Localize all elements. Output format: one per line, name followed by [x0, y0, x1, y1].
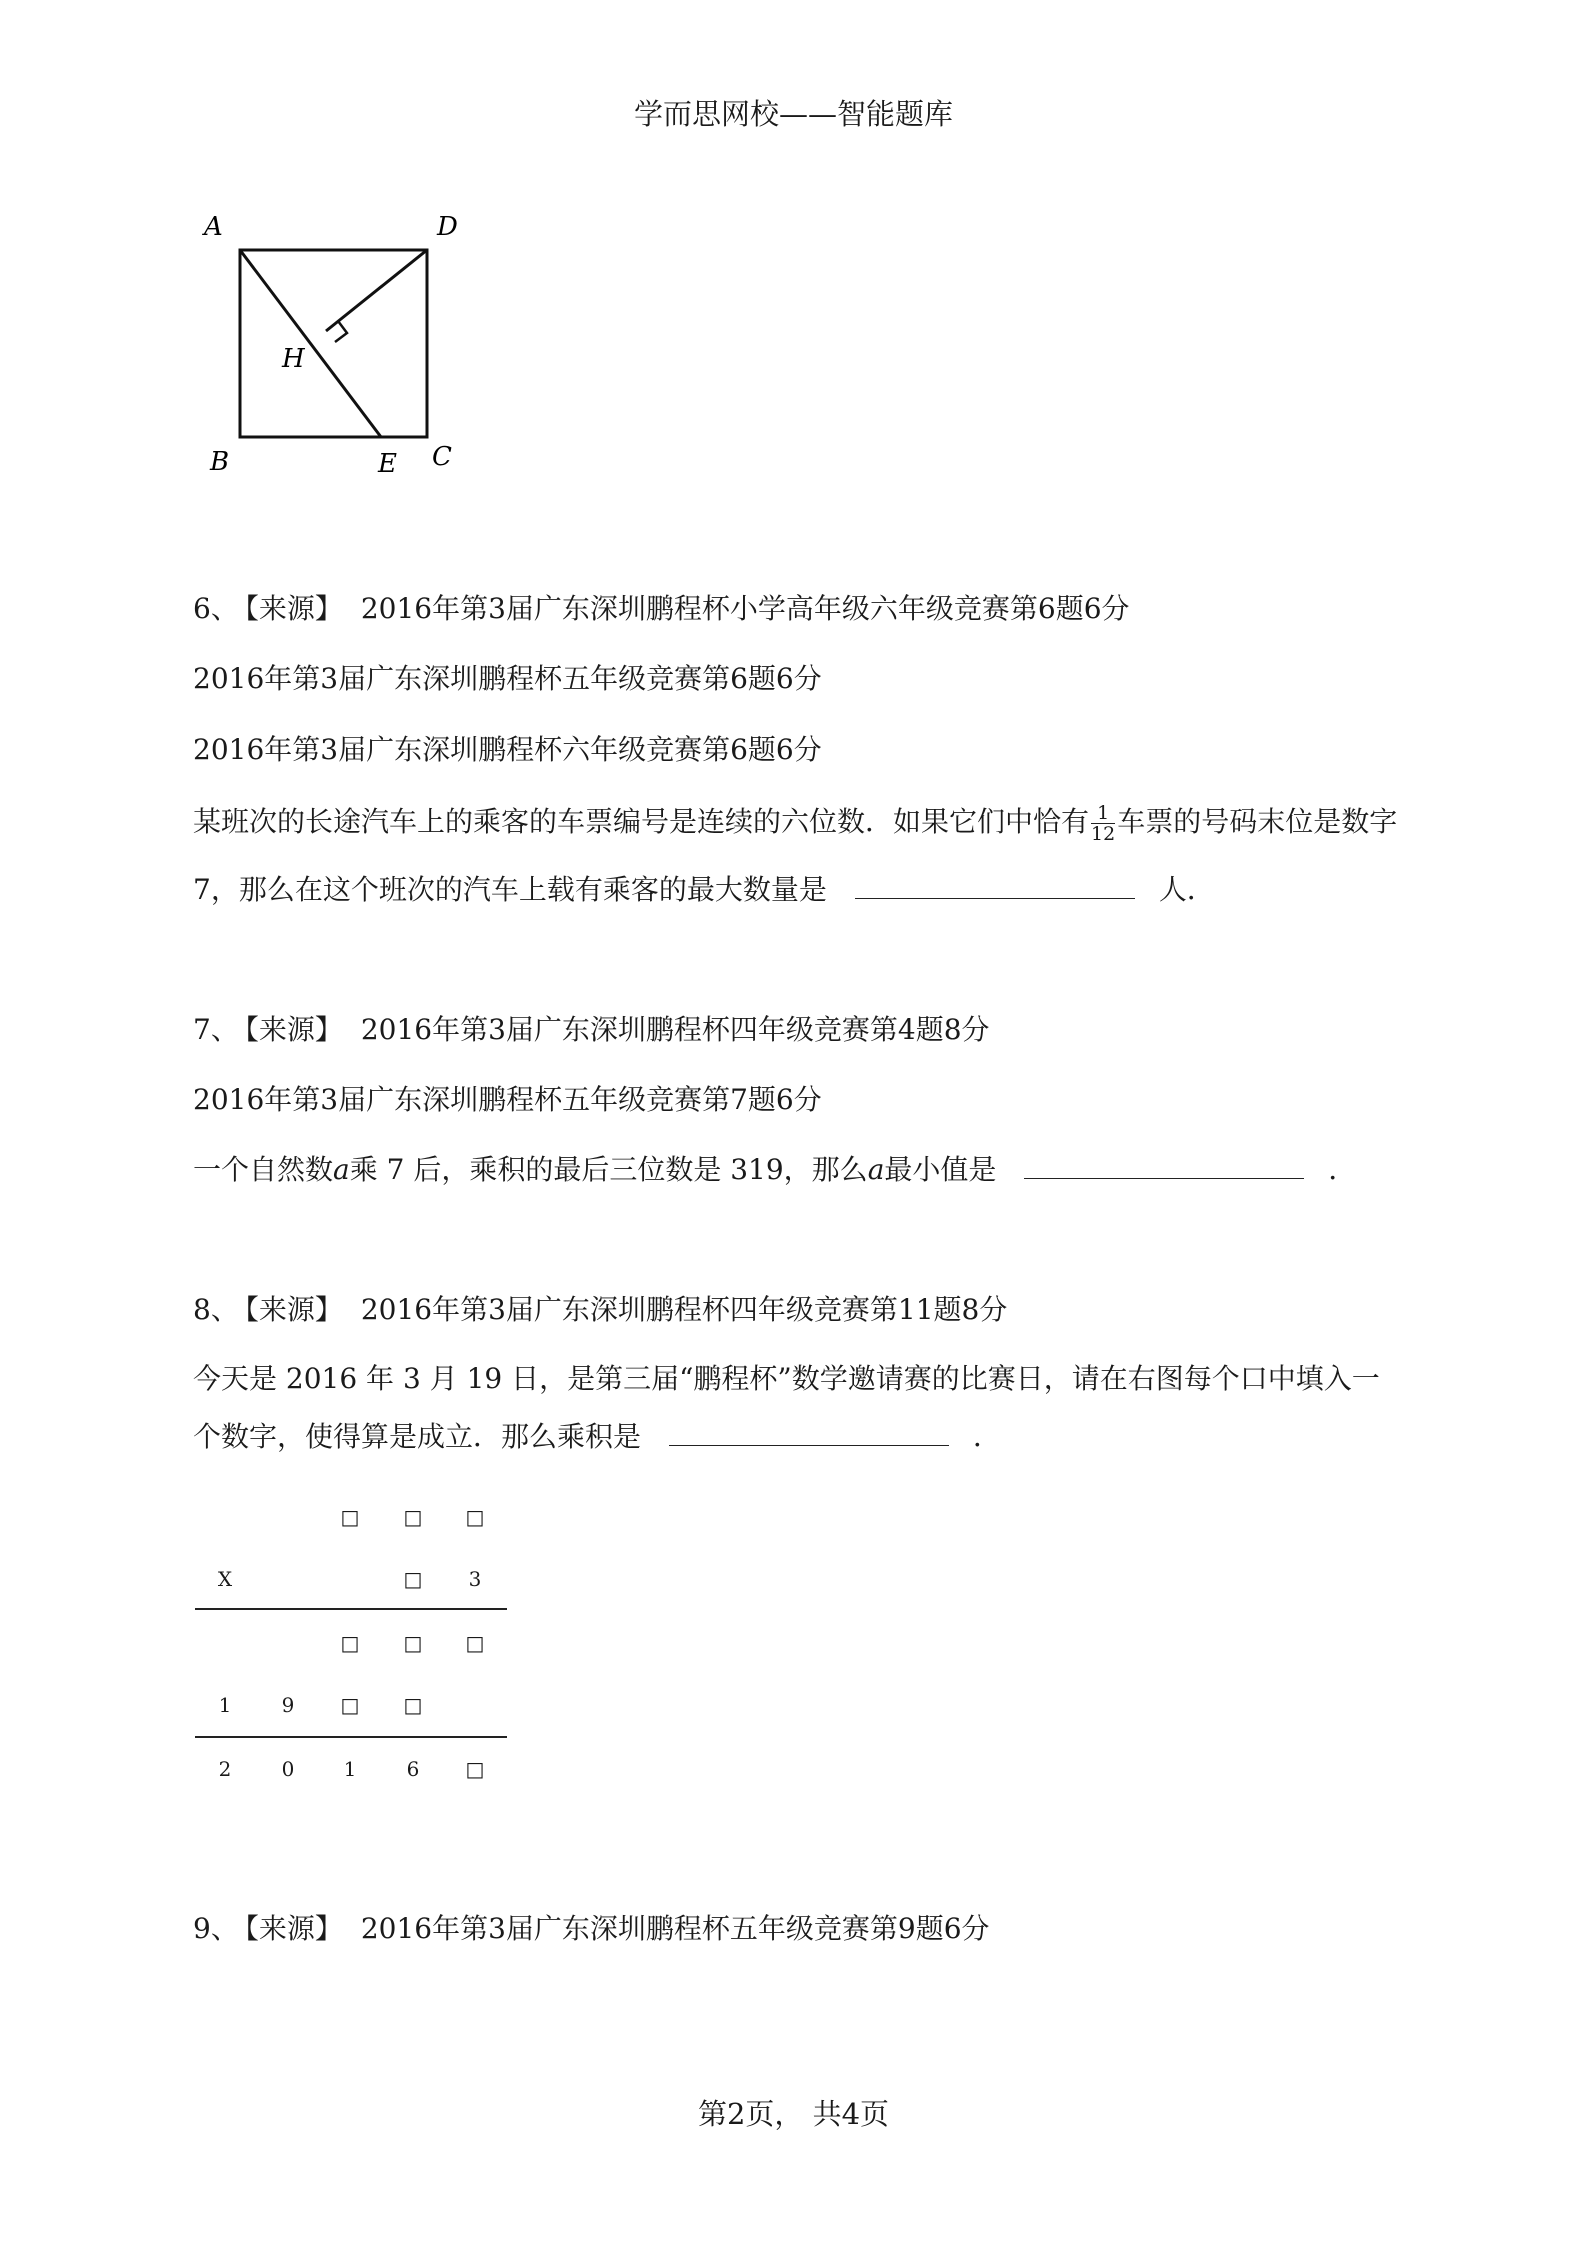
label-c: C [432, 442, 452, 472]
segment-ae [240, 250, 381, 437]
grid-box[interactable]: □ [403, 1505, 423, 1529]
label-a: A [204, 212, 223, 242]
label-e: E [378, 449, 397, 479]
grid-rule-2 [195, 1736, 507, 1738]
grid-box[interactable]: □ [465, 1631, 485, 1655]
q7-answer-blank[interactable] [1024, 1154, 1304, 1179]
q8-source-line-1: 8、 【来源】 2016年第3届广东深圳鹏程杯四年级竞赛第11题8分 [193, 1293, 1008, 1326]
q8-question-line-2: 个数字，使得算是成立．那么乘积是 ． [193, 1420, 1002, 1453]
q6-source-line-3: 2016年第3届广东深圳鹏程杯六年级竞赛第6题6分 [193, 733, 822, 766]
grid-digit: 1 [218, 1693, 232, 1717]
square-figure [195, 200, 485, 490]
grid-box[interactable]: □ [403, 1567, 423, 1591]
grid-digit: 2 [218, 1757, 232, 1781]
grid-box[interactable]: □ [403, 1693, 423, 1717]
q7-source-line-2: 2016年第3届广东深圳鹏程杯五年级竞赛第7题6分 [193, 1083, 822, 1116]
fraction-one-twelfth: $\frac{1}{12}$ [1091, 802, 1116, 845]
grid-digit: 9 [281, 1693, 295, 1717]
times-sign: X [217, 1567, 233, 1591]
q7-question-line: 一个自然数a乘 7 后，乘积的最后三位数是 319，那么a最小值是 ． [193, 1153, 1357, 1186]
q8-question-line-1: 今天是 2016 年 3 月 19 日，是第三届“鹏程杯”数学邀请赛的比赛日，请在右图每个口中填入一 [193, 1362, 1380, 1395]
q6-source-line-1: 6、 【来源】 2016年第3届广东深圳鹏程杯小学高年级六年级竞赛第6题6分 [193, 592, 1130, 625]
label-b: B [210, 447, 230, 477]
segment-dh [326, 250, 427, 331]
grid-box[interactable]: □ [340, 1631, 360, 1655]
grid-digit: 3 [468, 1567, 482, 1591]
q6-question-line-1: 某班次的长途汽车上的乘客的车票编号是连续的六位数．如果它们中恰有 $\frac{1}{12}$ 车票的号码末位是数字 [193, 802, 1398, 845]
grid-digit: 6 [406, 1757, 420, 1781]
grid-box[interactable]: □ [403, 1631, 423, 1655]
grid-box[interactable]: □ [465, 1757, 485, 1781]
page-footer: 第2页， 共4页 [697, 2097, 890, 2131]
page-header: 学而思网校——智能题库 [633, 97, 953, 131]
square-abcd [240, 250, 427, 437]
grid-box[interactable]: □ [465, 1505, 485, 1529]
q8-answer-blank[interactable] [669, 1421, 949, 1446]
grid-digit: 1 [343, 1757, 357, 1781]
grid-box[interactable]: □ [340, 1505, 360, 1529]
label-h: H [282, 344, 305, 374]
q6-question-line-2: 7，那么在这个班次的汽车上载有乘客的最大数量是 人． [193, 873, 1215, 906]
grid-rule-1 [195, 1608, 507, 1610]
q9-source-line-1: 9、 【来源】 2016年第3届广东深圳鹏程杯五年级竞赛第9题6分 [193, 1912, 990, 1945]
q7-source-line-1: 7、 【来源】 2016年第3届广东深圳鹏程杯四年级竞赛第4题8分 [193, 1013, 990, 1046]
grid-box[interactable]: □ [340, 1693, 360, 1717]
label-d: D [437, 212, 458, 242]
grid-digit: 0 [281, 1757, 295, 1781]
q6-answer-blank[interactable] [855, 874, 1135, 899]
q6-source-line-2: 2016年第3届广东深圳鹏程杯五年级竞赛第6题6分 [193, 662, 822, 695]
